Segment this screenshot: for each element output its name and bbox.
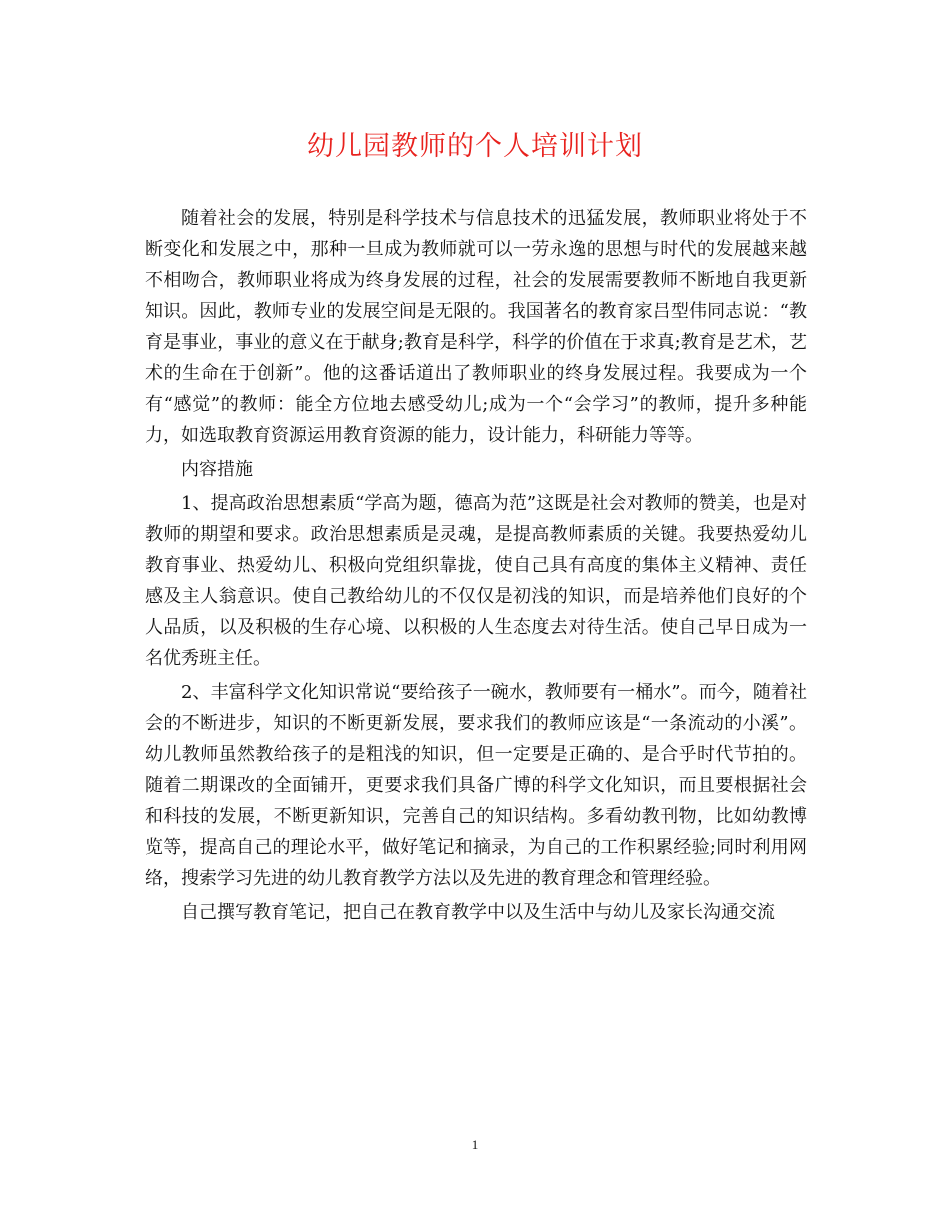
paragraph-heading-measures: 内容措施 <box>181 459 253 480</box>
paragraph-item-2: 2、丰富科学文化知识常说“要给孩子一碗水，教师要有一桶水”。而今，随着社会的不断进步，知识的不断更新发展，要求我们的教师应该是“一条流动的小溪”。幼儿教师虽然教给孩子的是粗浅的知识，但一定要是正确的、是合乎时代节拍的。随着二期课改的全面铺开，更要求我们具备广博的科学文化知识，而且要根据社会和科技的发展，不断更新知识，完善自己的知识结构。多看幼教刊物，比如幼教博览等，提高自己的理论水平，做好笔记和摘录，为自己的工作积累经验;同时利用网络，搜索学习先进的幼儿教育教学方法以及先进的教育理念和管理经验。 <box>145 682 807 889</box>
page-number: 1 <box>471 1137 479 1152</box>
paragraph-intro: 随着社会的发展，特别是科学技术与信息技术的迅猛发展，教师职业将处于不断变化和发展之中，那种一旦成为教师就可以一劳永逸的思想与时代的发展越来越不相吻合，教师职业将成为终身发展的过程，社会的发展需要教师不断地自我更新知识。因此，教师专业的发展空间是无限的。我国著名的教育家吕型伟同志说：“教育是事业，事业的意义在于献身;教育是科学，科学的价值在于求真;教育是艺术，艺术的生命在于创新”。他的这番话道出了教师职业的终身发展过程。我要成为一个有“感觉”的教师：能全方位地去感受幼儿;成为一个“会学习”的教师，提升多种能力，如选取教育资源运用教育资源的能力，设计能力，科研能力等等。 <box>145 208 807 446</box>
document-title: 幼儿园教师的个人培训计划 <box>307 131 643 162</box>
document-body <box>145 203 807 931</box>
paragraph-item-1: 1、提高政治思想素质“学高为题，德高为范”这既是社会对教师的赞美，也是对教师的期望和要求。政治思想素质是灵魂，是提高教师素质的关键。我要热爱幼儿教育事业、热爱幼儿、积极向党组织靠拢，使自己具有高度的集体主义精神、责任感及主人翁意识。使自己教给幼儿的不仅仅是初浅的知识，而是培养他们良好的个人品质，以及积极的生存心境、以积极的人生态度去对待生活。使自己早日成为一名优秀班主任。 <box>145 493 807 669</box>
paragraph-continued: 自己撰写教育笔记，把自己在教育教学中以及生活中与幼儿及家长沟通交流 <box>181 902 775 923</box>
